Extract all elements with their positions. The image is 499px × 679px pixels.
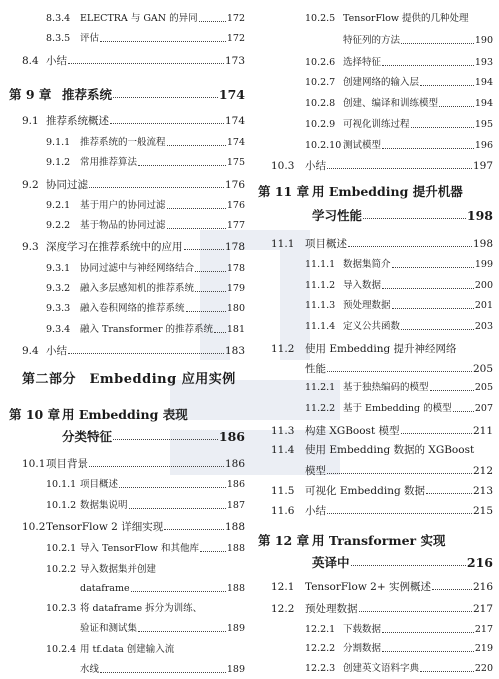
- toc-title: 选择特征: [343, 57, 382, 68]
- toc-entry: [250, 554, 499, 572]
- toc-entry: [0, 600, 250, 618]
- toc-number: 9.2.2: [46, 220, 71, 231]
- toc-number: 10.1.2: [46, 500, 77, 511]
- toc-title: 导入数据集并创建: [80, 564, 157, 575]
- toc-title: 基于 Embedding 的模型: [343, 403, 452, 414]
- toc-entry: [0, 52, 250, 70]
- toc-title: 用 Embedding 提升机器: [312, 184, 463, 199]
- toc-number: 10.2.5: [305, 13, 336, 24]
- toc-entry: [0, 518, 250, 536]
- toc-title: 用 Embedding 表现: [62, 407, 188, 422]
- toc-entry: [0, 30, 250, 48]
- toc-number: 10.3: [271, 160, 295, 172]
- toc-title: 分类特征: [62, 429, 113, 444]
- toc-title: 协同过滤: [46, 179, 88, 191]
- toc-number: 10.2.9: [305, 119, 336, 130]
- toc-entry: [0, 112, 250, 130]
- page-number: 181: [226, 324, 245, 335]
- page-number: 216: [466, 555, 493, 570]
- toc-number: 11.2: [271, 343, 295, 355]
- leader-dots: [426, 482, 472, 494]
- toc-number: 12.2.3: [305, 663, 336, 674]
- page-number: 186: [218, 429, 245, 444]
- page-number: 217: [474, 624, 493, 635]
- page-number: 174: [226, 137, 245, 148]
- leader-dots: [200, 540, 226, 552]
- toc-title: 创建英文语料字典: [343, 663, 420, 674]
- toc-number: 9.3: [22, 241, 39, 253]
- toc-title: 创建、编译和训练模型: [343, 98, 439, 109]
- leader-dots: [138, 154, 226, 166]
- toc-title: 深度学习在推荐系统中的应用: [46, 241, 183, 253]
- toc-entry: [0, 154, 250, 172]
- page-number: 211: [472, 425, 493, 437]
- toc-title: 项目概述: [305, 238, 347, 250]
- toc-number: 9.3.4: [46, 324, 71, 335]
- toc-title: dataframe: [80, 583, 130, 594]
- toc-entry: [250, 74, 499, 92]
- toc-entry: [250, 95, 499, 113]
- leader-dots: [382, 277, 474, 289]
- leader-dots: [382, 621, 474, 633]
- toc-number: 11.2.1: [305, 382, 336, 393]
- toc-number: 10.2.6: [305, 57, 336, 68]
- toc-number: 第 12 章: [258, 533, 310, 548]
- toc-entry: [0, 280, 250, 298]
- toc-number: 9.1.2: [46, 157, 71, 168]
- toc-title: 数据集说明: [80, 500, 128, 511]
- toc-title: 可视化 Embedding 数据: [305, 485, 426, 497]
- toc-number: 10.2.10: [305, 140, 342, 151]
- leader-dots: [401, 318, 474, 330]
- toc-entry: [250, 137, 499, 155]
- toc-entry: [0, 197, 250, 215]
- toc-number: 10.2.7: [305, 77, 336, 88]
- page-number: 207: [474, 403, 493, 414]
- toc-title: 导入数据: [343, 280, 382, 291]
- toc-number: 9.3.3: [46, 303, 71, 314]
- toc-title: ELECTRA 与 GAN 的异同: [80, 13, 198, 24]
- page-number: 198: [472, 238, 493, 250]
- toc-entry: [250, 360, 499, 378]
- toc-title: 小结: [46, 345, 67, 357]
- toc-title: 英译中: [312, 555, 350, 570]
- leader-dots: [167, 217, 226, 229]
- toc-entry: [250, 600, 499, 618]
- toc-title: 项目概述: [80, 479, 119, 490]
- page-number: 203: [474, 321, 493, 332]
- toc-entry: [0, 300, 250, 318]
- leader-dots: [432, 578, 472, 590]
- toc-entry: [0, 86, 250, 104]
- toc-number: 10.1.1: [46, 479, 77, 490]
- toc-title: 定义公共函数: [343, 321, 401, 332]
- toc-title: 模型: [305, 465, 326, 477]
- toc-number: 11.3: [271, 425, 295, 437]
- toc-title: 推荐系统的一般流程: [80, 137, 166, 148]
- leader-dots: [382, 54, 474, 66]
- page-number: 217: [472, 603, 493, 615]
- leader-dots: [430, 379, 474, 391]
- leader-dots: [327, 462, 472, 474]
- leader-dots: [327, 360, 472, 372]
- page-number: 220: [474, 663, 493, 674]
- page-number: 178: [226, 263, 245, 274]
- toc-title: TensorFlow 2 详细实现: [46, 521, 164, 533]
- toc-number: 12.2: [271, 603, 295, 615]
- toc-entry: [0, 428, 250, 446]
- leader-dots: [68, 342, 224, 354]
- leader-dots: [420, 660, 474, 672]
- toc-number: 8.3.4: [46, 13, 71, 24]
- toc-entry: [0, 217, 250, 235]
- toc-title: 基于用户的协同过滤: [80, 200, 166, 211]
- page-number: 177: [226, 220, 245, 231]
- page-number: 189: [226, 623, 245, 634]
- toc-entry: [0, 238, 250, 256]
- toc-number: 11.5: [271, 485, 295, 497]
- toc-title: 基于独热编码的模型: [343, 382, 429, 393]
- leader-dots: [453, 400, 474, 412]
- toc-entry: [250, 54, 499, 72]
- toc-entry: [250, 482, 499, 500]
- leader-dots: [327, 502, 472, 514]
- toc-entry: [250, 32, 499, 50]
- leader-dots: [214, 321, 226, 333]
- toc-title: 用 tf.data 创建输入流: [80, 644, 175, 655]
- toc-title: 验证和测试集: [80, 623, 138, 634]
- toc-entry: [0, 134, 250, 152]
- toc-title: 创建网络的输入层: [343, 77, 420, 88]
- leader-dots: [195, 260, 226, 272]
- toc-number: 12.1: [271, 581, 295, 593]
- toc-number: 10.2.4: [46, 644, 77, 655]
- leader-dots: [113, 428, 218, 440]
- leader-dots: [348, 235, 472, 247]
- leader-dots: [392, 297, 474, 309]
- leader-dots: [382, 137, 474, 149]
- toc-entry: [250, 578, 499, 596]
- toc-title: 使用 Embedding 数据的 XGBoost: [305, 444, 475, 456]
- toc-title: 下载数据: [343, 624, 382, 635]
- page-number: 213: [472, 485, 493, 497]
- page-number: 205: [474, 382, 493, 393]
- toc-title: 数据集简介: [343, 259, 391, 270]
- toc-number: 10.2.3: [46, 603, 77, 614]
- toc-entry: [0, 406, 250, 424]
- toc-entry: [250, 183, 499, 201]
- toc-number: 9.1.1: [46, 137, 71, 148]
- toc-title: 学习性能: [312, 208, 363, 223]
- leader-dots: [100, 30, 226, 42]
- leader-dots: [138, 620, 226, 632]
- toc-title: TensorFlow 2+ 实例概述: [305, 581, 431, 593]
- page-number: 172: [226, 33, 245, 44]
- leader-dots: [164, 518, 224, 530]
- page-number: 194: [474, 77, 493, 88]
- leader-dots: [129, 497, 226, 509]
- toc-entry: [0, 580, 250, 598]
- leader-dots: [411, 116, 474, 128]
- leader-dots: [363, 207, 466, 219]
- toc-number: 9.2.1: [46, 200, 71, 211]
- page-number: 176: [226, 200, 245, 211]
- leader-dots: [199, 10, 226, 22]
- page-number: 212: [472, 465, 493, 477]
- toc-number: 11.1.1: [305, 259, 336, 270]
- page-number: 173: [224, 55, 245, 67]
- toc-entry: [0, 321, 250, 339]
- toc-title: 项目背景: [46, 458, 88, 470]
- toc-title: 融入 Transformer 的推荐系统: [80, 324, 214, 335]
- toc-title: 融入多层感知机的推荐系统: [80, 283, 195, 294]
- page-number: 198: [466, 208, 493, 223]
- leader-dots: [110, 112, 224, 124]
- page-number: 174: [218, 87, 245, 102]
- toc-entry: [250, 621, 499, 639]
- toc-entry: [250, 379, 499, 397]
- toc-number: 8.3.5: [46, 33, 71, 44]
- toc-entry: [0, 342, 250, 360]
- page-number: 172: [226, 13, 245, 24]
- toc-entry: [0, 176, 250, 194]
- page-number: 178: [224, 241, 245, 253]
- toc-number: 11.6: [271, 505, 295, 517]
- page-number: 186: [226, 479, 245, 490]
- leader-dots: [401, 32, 474, 44]
- toc-number: 9.2: [22, 179, 39, 191]
- page-number: 188: [224, 521, 245, 533]
- toc-entry: [250, 10, 499, 28]
- toc-title: 评估: [80, 33, 100, 44]
- toc-number: 10.2.2: [46, 564, 77, 575]
- toc-number: 8.4: [22, 55, 39, 67]
- toc-number: 10.2: [22, 521, 46, 533]
- page-number: 199: [474, 259, 493, 270]
- toc-entry: [250, 207, 499, 225]
- toc-title: 协同过滤中与神经网络结合: [80, 263, 195, 274]
- toc-entry: [250, 157, 499, 175]
- toc-title: 常用推荐算法: [80, 157, 138, 168]
- leader-dots: [167, 134, 226, 146]
- leader-dots: [327, 157, 472, 169]
- toc-entry: [250, 532, 499, 550]
- toc-entry: [250, 640, 499, 658]
- page-number: 186: [224, 458, 245, 470]
- leader-dots: [195, 280, 226, 292]
- page-number: 215: [472, 505, 493, 517]
- toc-number: 12.2.1: [305, 624, 336, 635]
- leader-dots: [119, 476, 226, 488]
- page-number: 175: [226, 157, 245, 168]
- leader-dots: [420, 74, 474, 86]
- toc-title: 小结: [305, 505, 326, 517]
- toc-title: 小结: [46, 55, 67, 67]
- toc-number: 11.1.3: [305, 300, 336, 311]
- toc-entry: [250, 422, 499, 440]
- toc-entry: [250, 297, 499, 315]
- page-number: 205: [472, 363, 493, 375]
- toc-number: 9.1: [22, 115, 39, 127]
- toc-title: 预处理数据: [343, 300, 391, 311]
- toc-title: 推荐系统概述: [46, 115, 109, 127]
- page-number: 194: [474, 98, 493, 109]
- leader-dots: [131, 580, 226, 592]
- leader-dots: [351, 554, 466, 566]
- page-number: 196: [474, 140, 493, 151]
- toc-number: 第 9 章: [9, 87, 52, 102]
- toc-number: 9.3.1: [46, 263, 71, 274]
- page-number: 219: [474, 643, 493, 654]
- leader-dots: [89, 176, 224, 188]
- toc-entry: [250, 116, 499, 134]
- page-number: 195: [474, 119, 493, 130]
- toc-title: 使用 Embedding 提升神经网络: [305, 343, 457, 355]
- toc-number: 10.2.1: [46, 543, 77, 554]
- page-number: 176: [224, 179, 245, 191]
- toc-number: 11.1.4: [305, 321, 336, 332]
- page-number: 187: [226, 500, 245, 511]
- leader-dots: [392, 256, 474, 268]
- leader-dots: [439, 95, 474, 107]
- toc-number: 11.4: [271, 444, 295, 456]
- toc-title: 将 dataframe 拆分为训练、: [80, 603, 203, 614]
- toc-number: 第 10 章: [9, 407, 61, 422]
- page-number: 188: [226, 543, 245, 554]
- page-number: 183: [224, 345, 245, 357]
- toc-number: 11.2.2: [305, 403, 336, 414]
- page-number: 201: [474, 300, 493, 311]
- toc-entry: [250, 660, 499, 678]
- toc-number: 11.1.2: [305, 280, 336, 291]
- toc-entry: [0, 371, 250, 389]
- toc-title: 水线: [80, 664, 100, 675]
- toc-entry: [0, 260, 250, 278]
- toc-entry: [0, 476, 250, 494]
- page-number: 197: [472, 160, 493, 172]
- leader-dots: [68, 52, 224, 64]
- toc-title: 融入卷积网络的推荐系统: [80, 303, 185, 314]
- toc-entry: [250, 318, 499, 336]
- toc-number: 9.4: [22, 345, 39, 357]
- toc-entry: [0, 620, 250, 638]
- toc-entry: [250, 441, 499, 459]
- page-number: 188: [226, 583, 245, 594]
- toc-entry: [250, 502, 499, 520]
- toc-entry: [0, 561, 250, 579]
- leader-dots: [113, 86, 218, 98]
- page-number: 189: [226, 664, 245, 675]
- page-number: 200: [474, 280, 493, 291]
- page-number: 190: [474, 35, 493, 46]
- toc-entry: [0, 540, 250, 558]
- page-number: 193: [474, 57, 493, 68]
- toc-entry: [0, 497, 250, 515]
- toc-title: 预处理数据: [305, 603, 358, 615]
- leader-dots: [184, 238, 224, 250]
- toc-title: 性能: [305, 363, 326, 375]
- toc-entry: [0, 455, 250, 473]
- toc-number: 9.3.2: [46, 283, 71, 294]
- toc-entry: [250, 235, 499, 253]
- toc-number: 12.2.2: [305, 643, 336, 654]
- toc-entry: [250, 256, 499, 274]
- toc-number: 10.2.8: [305, 98, 336, 109]
- leader-dots: [382, 640, 474, 652]
- page-number: 216: [472, 581, 493, 593]
- leader-dots: [167, 197, 226, 209]
- toc-entry: [250, 277, 499, 295]
- toc-title: 测试模型: [343, 140, 382, 151]
- leader-dots: [89, 455, 224, 467]
- toc-title: 特征列的方法: [343, 35, 401, 46]
- toc-title: 分割数据: [343, 643, 382, 654]
- toc-number: 10.1: [22, 458, 46, 470]
- toc-title: 用 Transformer 实现: [312, 533, 446, 548]
- toc-entry: [250, 340, 499, 358]
- toc-title: 基于物品的协同过滤: [80, 220, 166, 231]
- toc-entry: [0, 10, 250, 28]
- toc-entry: [0, 661, 250, 679]
- toc-title: 导入 TensorFlow 和其他库: [80, 543, 199, 554]
- toc-title: TensorFlow 提供的几种处理: [343, 13, 469, 24]
- leader-dots: [100, 661, 226, 673]
- page-number: 179: [226, 283, 245, 294]
- toc-title: 推荐系统: [62, 87, 113, 102]
- toc-title: 小结: [305, 160, 326, 172]
- page-number: 174: [224, 115, 245, 127]
- leader-dots: [186, 300, 226, 312]
- toc-title: 构建 XGBoost 模型: [305, 425, 400, 437]
- leader-dots: [401, 422, 472, 434]
- toc-entry: [0, 641, 250, 659]
- toc-title: 可视化训练过程: [343, 119, 410, 130]
- page-number: 180: [226, 303, 245, 314]
- toc-number: 第 11 章: [258, 184, 310, 199]
- leader-dots: [359, 600, 472, 612]
- toc-number: 11.1: [271, 238, 295, 250]
- toc-entry: [250, 462, 499, 480]
- toc-title: 第二部分 Embedding 应用实例: [22, 372, 236, 387]
- toc-entry: [250, 400, 499, 418]
